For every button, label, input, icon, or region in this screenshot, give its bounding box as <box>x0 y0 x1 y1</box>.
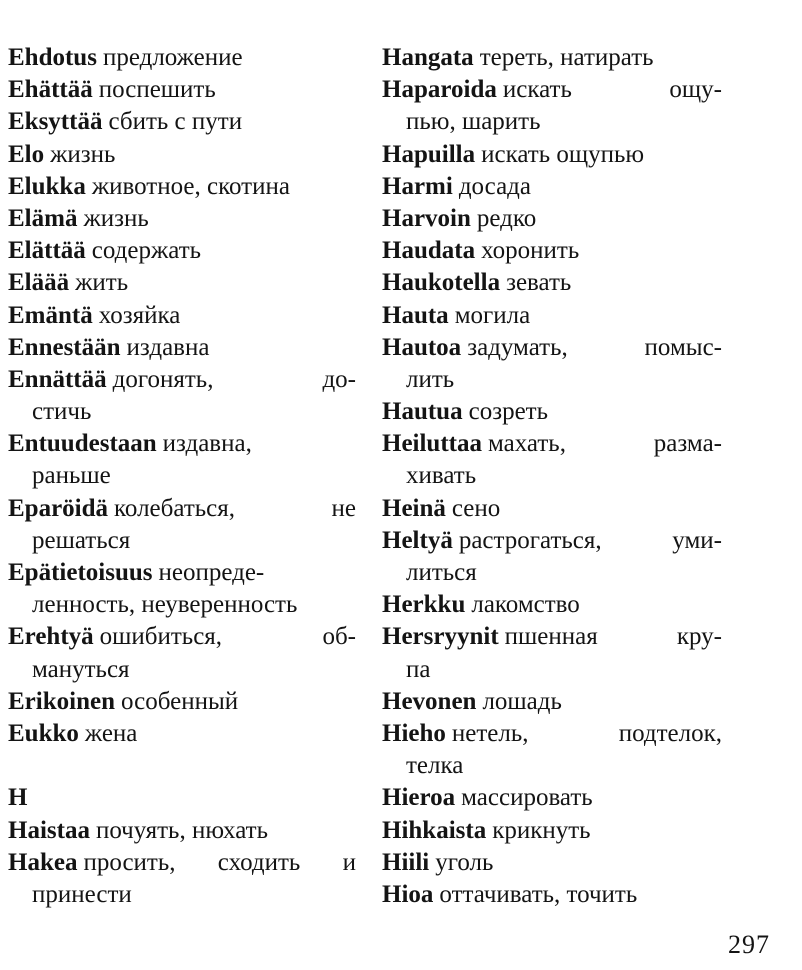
entry-translation: па <box>406 655 431 683</box>
dictionary-entry-line <box>382 493 722 525</box>
dictionary-entry-line <box>8 686 356 718</box>
entry-translation: особенный <box>120 687 239 715</box>
entry-headword: Ehdotus <box>8 44 97 71</box>
dictionary-entry-line <box>8 74 356 106</box>
dictionary-entry-line <box>382 879 722 911</box>
dictionary-entry-line <box>8 396 356 428</box>
entry-translation: содержать <box>91 237 202 265</box>
dictionary-entry-line <box>8 621 356 653</box>
entry-translation: догонять, до- <box>112 365 356 393</box>
entry-headword: Elukka <box>8 172 86 200</box>
entry-headword: Ehättää <box>8 76 93 104</box>
entry-translation: пшенная кру- <box>504 623 722 651</box>
right-column <box>382 42 722 911</box>
left-column <box>8 42 356 911</box>
entry-translation: колебаться, не <box>114 494 356 522</box>
entry-headword: Herkku <box>382 591 466 619</box>
entry-headword: Elo <box>8 140 45 168</box>
entry-headword: Hakea <box>8 848 78 876</box>
dictionary-entry-line <box>382 621 722 653</box>
dictionary-entry-line <box>8 332 356 364</box>
entry-translation: жена <box>84 719 138 747</box>
entry-headword: Entuudestaan <box>8 430 157 458</box>
dictionary-entry-line <box>8 847 356 879</box>
entry-headword: Hieho <box>382 719 446 747</box>
entry-translation: почуять, нюхать <box>95 816 268 844</box>
entry-translation: сбить с пути <box>108 108 243 136</box>
entry-translation: массировать <box>461 784 593 812</box>
entry-headword: Haistaa <box>8 816 90 844</box>
entry-headword: Erehtyä <box>8 623 94 651</box>
entry-headword: Hersryynit <box>382 623 499 651</box>
entry-headword: Harvoin <box>382 204 471 232</box>
entry-translation: досада <box>458 172 531 200</box>
dictionary-entry-line <box>8 106 356 138</box>
entry-translation: мануться <box>32 655 130 683</box>
entry-translation: махать, разма- <box>488 430 722 458</box>
entry-translation: зевать <box>506 269 572 297</box>
entry-headword: Heiluttaa <box>382 430 482 458</box>
dictionary-entry-line <box>382 106 722 138</box>
dictionary-entry-line <box>382 171 722 203</box>
dictionary-entry-line <box>8 139 356 171</box>
entry-translation: телка <box>406 752 464 780</box>
entry-translation: ошибиться, об- <box>99 623 356 651</box>
entry-headword: Eparöidä <box>8 494 109 522</box>
entry-translation: нетель, подтелок, <box>451 719 722 747</box>
entry-headword: Epätietoisuus <box>8 559 153 586</box>
dictionary-entry-line <box>382 557 722 589</box>
entry-headword: Haudata <box>382 237 476 265</box>
entry-headword: Erikoinen <box>8 687 115 715</box>
dictionary-entry-line <box>8 428 356 460</box>
dictionary-entry-line <box>382 396 722 428</box>
entry-translation: лошадь <box>482 687 562 715</box>
dictionary-entry-line <box>382 203 722 235</box>
entry-translation: неопреде- <box>158 559 265 586</box>
dictionary-entry-line <box>8 364 356 396</box>
entry-translation: жизнь <box>50 140 116 168</box>
dictionary-entry-line <box>382 300 722 332</box>
entry-headword: Hieroa <box>382 784 456 812</box>
dictionary-entry-line <box>382 74 722 106</box>
entry-headword: Haukotella <box>382 269 501 297</box>
entry-translation: раньше <box>32 462 111 490</box>
entry-translation: крикнуть <box>492 816 591 844</box>
dictionary-entry-line <box>382 525 722 557</box>
entry-headword: Hevonen <box>382 687 477 715</box>
entry-translation: пью, шарить <box>406 108 541 136</box>
dictionary-entry-line <box>8 203 356 235</box>
entry-translation: созреть <box>468 398 548 426</box>
dictionary-entry-line <box>382 815 722 847</box>
entry-translation: издавна, <box>162 430 252 458</box>
dictionary-entry-line <box>8 589 356 621</box>
entry-headword: Ennättää <box>8 365 107 393</box>
entry-headword: Hangata <box>382 44 474 71</box>
dictionary-entry-line <box>382 364 722 396</box>
entry-translation: хозяйка <box>98 301 181 329</box>
entry-headword: Hauta <box>382 301 449 329</box>
entry-translation: лить <box>406 365 455 393</box>
entry-translation: принести <box>32 880 132 908</box>
entry-headword: Heltyä <box>382 526 453 554</box>
entry-translation: жить <box>75 269 129 297</box>
entry-headword: Elämä <box>8 204 78 232</box>
entry-translation: искать ощупью <box>481 140 645 168</box>
dictionary-entry-line <box>8 525 356 557</box>
entry-headword: Hapuilla <box>382 140 476 168</box>
entry-translation: просить, сходить и <box>83 848 356 876</box>
entry-headword: Haparoida <box>382 76 497 104</box>
left-entries-b <box>8 815 356 912</box>
entry-headword: Ennestään <box>8 333 121 361</box>
dictionary-entry-line <box>8 267 356 299</box>
dictionary-entry-line <box>8 493 356 525</box>
entry-translation: жизнь <box>83 204 149 232</box>
page-number: 297 <box>728 930 770 959</box>
dictionary-entry-line <box>382 589 722 621</box>
dictionary-entry-line <box>8 171 356 203</box>
entry-translation: решаться <box>32 526 131 554</box>
entry-headword: Eukko <box>8 719 79 747</box>
entry-headword: Harmi <box>382 172 453 200</box>
dictionary-entry-line <box>382 847 722 879</box>
entry-translation: тереть, натирать <box>479 44 654 71</box>
dictionary-entry-line <box>382 718 722 750</box>
entry-translation: издавна <box>126 333 210 361</box>
dictionary-entry-line <box>8 815 356 847</box>
dictionary-entry-line <box>382 267 722 299</box>
section-letter: H <box>8 784 28 812</box>
entry-headword: Emäntä <box>8 301 93 329</box>
entry-headword: Hihkaista <box>382 816 487 844</box>
entry-translation: сено <box>451 494 501 522</box>
entry-translation: хивать <box>406 462 477 490</box>
dictionary-entry-line <box>382 428 722 460</box>
entry-headword: Eläää <box>8 269 70 297</box>
right-entries <box>382 42 722 911</box>
dictionary-entry-line <box>8 235 356 267</box>
entry-translation: предложение <box>102 44 243 71</box>
dictionary-entry-line <box>382 750 722 782</box>
entry-translation: редко <box>476 204 537 232</box>
entry-translation: стичь <box>32 398 92 426</box>
entry-headword: Eksyttää <box>8 108 103 136</box>
dictionary-entry-line <box>8 300 356 332</box>
dictionary-entry-line <box>382 235 722 267</box>
dictionary-entry-line <box>382 686 722 718</box>
entry-translation: литься <box>406 559 477 586</box>
entry-translation: могила <box>454 301 531 329</box>
entry-headword: Hautua <box>382 398 463 426</box>
dictionary-entry-line <box>382 782 722 814</box>
entry-headword: Heinä <box>382 494 446 522</box>
entry-translation: искать ощу- <box>502 76 722 104</box>
left-entries-a <box>8 42 356 750</box>
entry-translation: поспешить <box>98 76 216 104</box>
entry-headword: Hiili <box>382 848 430 876</box>
entry-headword: Elättää <box>8 237 86 265</box>
entry-translation: лакомство <box>471 591 580 619</box>
entry-translation: уголь <box>435 848 494 876</box>
entry-translation: растрогаться, уми- <box>458 526 722 554</box>
dictionary-entry-line <box>382 139 722 171</box>
entry-headword: Hioa <box>382 880 434 908</box>
dictionary-entry-line <box>8 879 356 911</box>
entry-translation: животное, скотина <box>91 172 290 200</box>
dictionary-entry-line <box>8 42 356 74</box>
entry-translation: ленность, неуверенность <box>32 591 298 619</box>
dictionary-entry-line <box>382 460 722 492</box>
dictionary-entry-line <box>8 460 356 492</box>
dictionary-entry-line <box>382 654 722 686</box>
entry-headword: Hautoa <box>382 333 462 361</box>
entry-translation: хоронить <box>481 237 580 265</box>
dictionary-entry-line <box>8 718 356 750</box>
dictionary-entry-line <box>382 42 722 74</box>
entry-translation: оттачивать, точить <box>439 880 638 908</box>
dictionary-entry-line <box>8 557 356 589</box>
section-spacer <box>8 750 356 782</box>
dictionary-entry-line <box>382 332 722 364</box>
dictionary-entry-line <box>8 654 356 686</box>
entry-translation: задумать, помыс- <box>467 333 722 361</box>
